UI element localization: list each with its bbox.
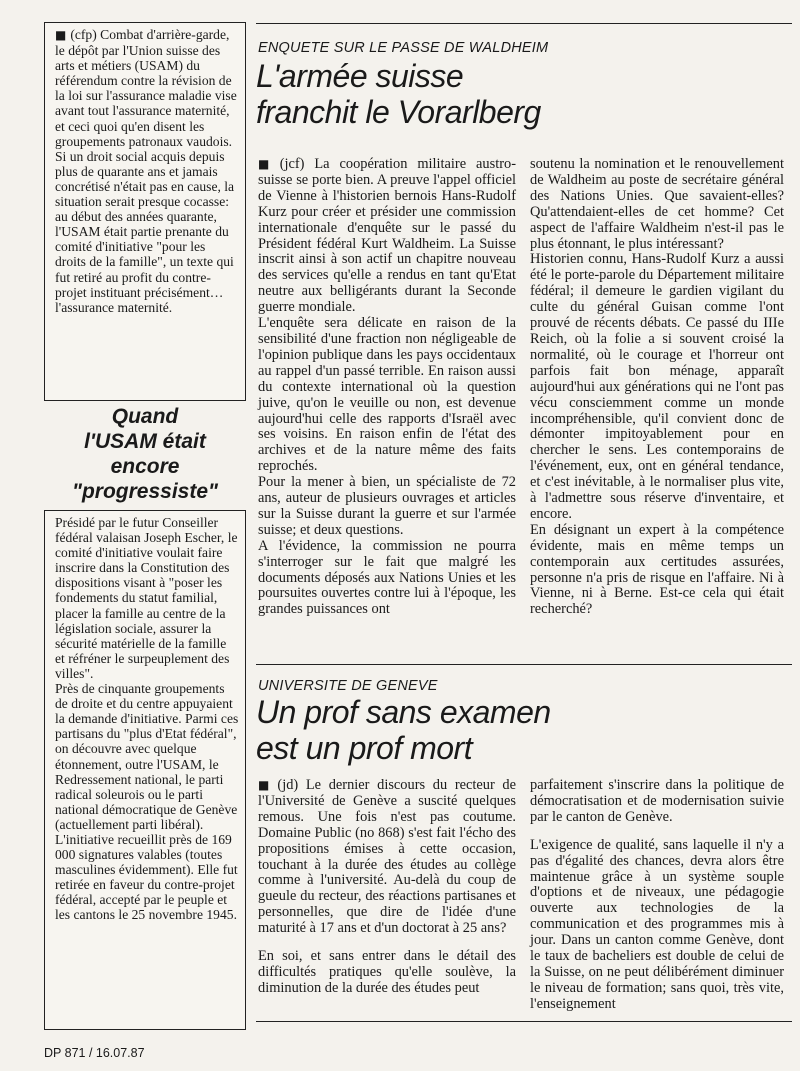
sidebar-box-intro xyxy=(44,22,246,401)
bullet-icon: ■ xyxy=(55,28,67,42)
article2-headline-line: Un prof sans examen xyxy=(256,694,551,730)
sidebar-heading xyxy=(44,404,246,504)
sidebar-history-paragraph: Près de cinquante groupements de droite et du centre appuyaient la demande d'initiative. Parmi ces partisans du "plus d'Etat fédéral", on découvre avec quelque étonnement, outre l'USAM, le Redressement national, le parti radical soleurois ou le parti national démocratique de Genève (actuellement parti libéral). xyxy=(55,681,239,832)
section-rule xyxy=(256,1021,792,1022)
section-rule xyxy=(256,23,792,24)
article2-headline xyxy=(256,694,551,766)
bullet-icon: ■ xyxy=(258,778,274,792)
article2-paragraph: En soi, et sans entrer dans le détail des difficultés pratiques qu'elle soulève, la diminution de la durée des études peut xyxy=(258,948,516,996)
sidebar-history-paragraph: Présidé par le futur Conseiller fédéral valaisan Joseph Escher, le comité d'initiative voulait faire inscrire dans la Constitution des dispositions visant à "poser les fondements du statut familial, placer la famille au centre de la législation sociale, assurer la sécurité matérielle de la famille et réfréner le surpeuplement des villes". xyxy=(55,515,238,681)
sidebar-intro-text xyxy=(45,23,245,315)
article1-paragraph: Historien connu, Hans-Rudolf Kurz a aussi été le porte-parole du Département militaire fédéral; il demeure le gardien vigilant du culte du général Guisan comme l'ont prouvé de récents débats. Ce passé du IIIe Reich, où la folie a si souvent croisé la normalité, où le courage et l'horreur ont parfois fait bon ménage, apparaît aujourd'hui aux générations qui ne l'ont pas vécu consciemment comme un monde incompréhensible, qu'il convient donc de démonter impitoyablement pour en chercher le sens. Les contemporains de l'événement, eux, ont en général tendance, et c'est inévitable, à le normaliser plus vite, à l'admettre sous réserve d'inventaire, et encore. xyxy=(530,251,784,522)
sidebar-heading-line: l'USAM était xyxy=(84,430,206,453)
sidebar-box-history xyxy=(44,510,246,1030)
sidebar-history-paragraph: L'initiative recueillit près de 169 000 signatures valables (toutes masculines évidemment). Elle fut retirée en faveur du contre-projet fédéral, accepté par le peuple et les cantons le 25 novembre 1945. xyxy=(55,831,238,923)
article1-headline-line: franchit le Vorarlberg xyxy=(256,94,541,130)
article1-column-2 xyxy=(530,157,784,618)
sidebar-history-text xyxy=(45,511,245,923)
article1-paragraph: A l'évidence, la commission ne pourra s'interroger sur le fait que malgré les documents déposés aux Nations Unies et les poursuites ouvertes contre lui à l'époque, les grandes puissances ont xyxy=(258,537,516,618)
issue-footer: DP 871 / 16.07.87 xyxy=(44,1046,145,1060)
sidebar-heading-line: "progressiste" xyxy=(72,480,218,503)
article2-paragraph: L'exigence de qualité, sans laquelle il n'y a pas d'égalité des chances, devra alors être maintenue grâce à un système souple d'options et de niveaux, une pédagogie ouverte aux technologies de la communication et des programmes mis à jour. Dans un canton comme Genève, dont le taux de bacheliers est double de celui de la Suisse, on ne peut délibérément diminuer le niveau de formation; sans quoi, très vite, l'enseignement xyxy=(530,836,784,1012)
article1-kicker: ENQUETE SUR LE PASSE DE WALDHEIM xyxy=(258,40,549,56)
article2-column-1 xyxy=(258,778,516,997)
article1-paragraph: L'enquête sera délicate en raison de la sensibilité d'une fraction non négligeable de l'opinion publique dans les pays occidentaux au rappel d'un passé terrible. En raison aussi du contexte international où la question juive, qu'on le veuille ou non, est devenue aujourd'hui celle des rapports d'Israël avec ses voisins. En raison enfin de l'état des archives et de la nature même des faits reprochés. xyxy=(258,315,516,475)
article2-headline-line: est un prof mort xyxy=(256,730,473,766)
article2-kicker: UNIVERSITE DE GENEVE xyxy=(258,678,438,694)
sidebar-intro-paragraph: (cfp) Combat d'arrière-garde, le dépôt par l'Union suisse des arts et métiers (USAM) du référendum contre la révision de la loi sur l'assurance maladie vise avant tout l'assurance maternité, et ceci quoi qu'en disent les groupements patronaux vaudois. Si un droit social acquis depuis plus de quarante ans et jamais concrétisé n'était pas en cause, la situation serait presque cocasse: au début des années quarante, l'USAM était partie prenante du comité d'initiative "pour les droits de la famille", un texte qui fut retiré au profit du contre-projet instituant précisément… l'assurance maternité. xyxy=(55,27,237,315)
section-rule xyxy=(256,664,792,665)
article1-paragraph: soutenu la nomination et le renouvellement de Waldheim au poste de secrétaire général des Nations Unies. Que savaient-elles? Qu'attendaient-elles de cet homme? Cet aspect de l'affaire Waldheim n'est-il pas le plus étonnant, le plus intéressant? xyxy=(530,156,784,252)
article1-paragraph: ■ (jcf) La coopération militaire austro-suisse se porte bien. A preuve l'appel officiel de Vienne à l'historien bernois Hans-Rudolf Kurz pour créer et présider une commission internationale d'enquête sur le passé du Président fédéral Kurt Waldheim. La Suisse inscrit ainsi à son actif un chapitre nouveau des services qu'elle a rendus en tant qu'Etat neutre aux belligérants durant la Seconde guerre mondiale. xyxy=(258,156,516,316)
article1-column-1 xyxy=(258,157,516,618)
article1-paragraph: En désignant un expert à la compétence évidente, mais en même temps un contemporain aux certitudes assurées, personne n'a pris de risque en l'affaire. Ni à Vienne, ni à Berne. Est-ce cela qui était recherché? xyxy=(530,521,784,618)
article2-paragraph: ■ (jd) Le dernier discours du recteur de l'Université de Genève a suscité quelques remous. Une fois n'est pas coutume. Domaine Public (no 868) s'est fait l'écho des propositions émises à cette occasion, touchant à la durée des études au collège comme à l'université. Au-delà du coup de gueule du recteur, des réactions partisanes et personnelles, que dire de l'idée d'une maturité à 17 ans et d'un doctorat à 25 ans? xyxy=(258,777,517,937)
sidebar-heading-line: Quand xyxy=(111,405,179,428)
article1-headline-line: L'armée suisse xyxy=(256,58,464,94)
sidebar-heading-line: encore xyxy=(110,455,180,478)
bullet-icon: ■ xyxy=(258,157,276,171)
article1-paragraph: Pour la mener à bien, un spécialiste de 72 ans, auteur de plusieurs ouvrages et articles sur la Suisse durant la guerre et sur l'armée suisse; et deux questions. xyxy=(258,474,516,538)
article2-paragraph: parfaitement s'inscrire dans la politique de démocratisation et de modernisation suivie par le canton de Genève. xyxy=(530,777,784,825)
article2-column-2 xyxy=(530,778,784,1013)
article1-headline xyxy=(256,58,541,130)
